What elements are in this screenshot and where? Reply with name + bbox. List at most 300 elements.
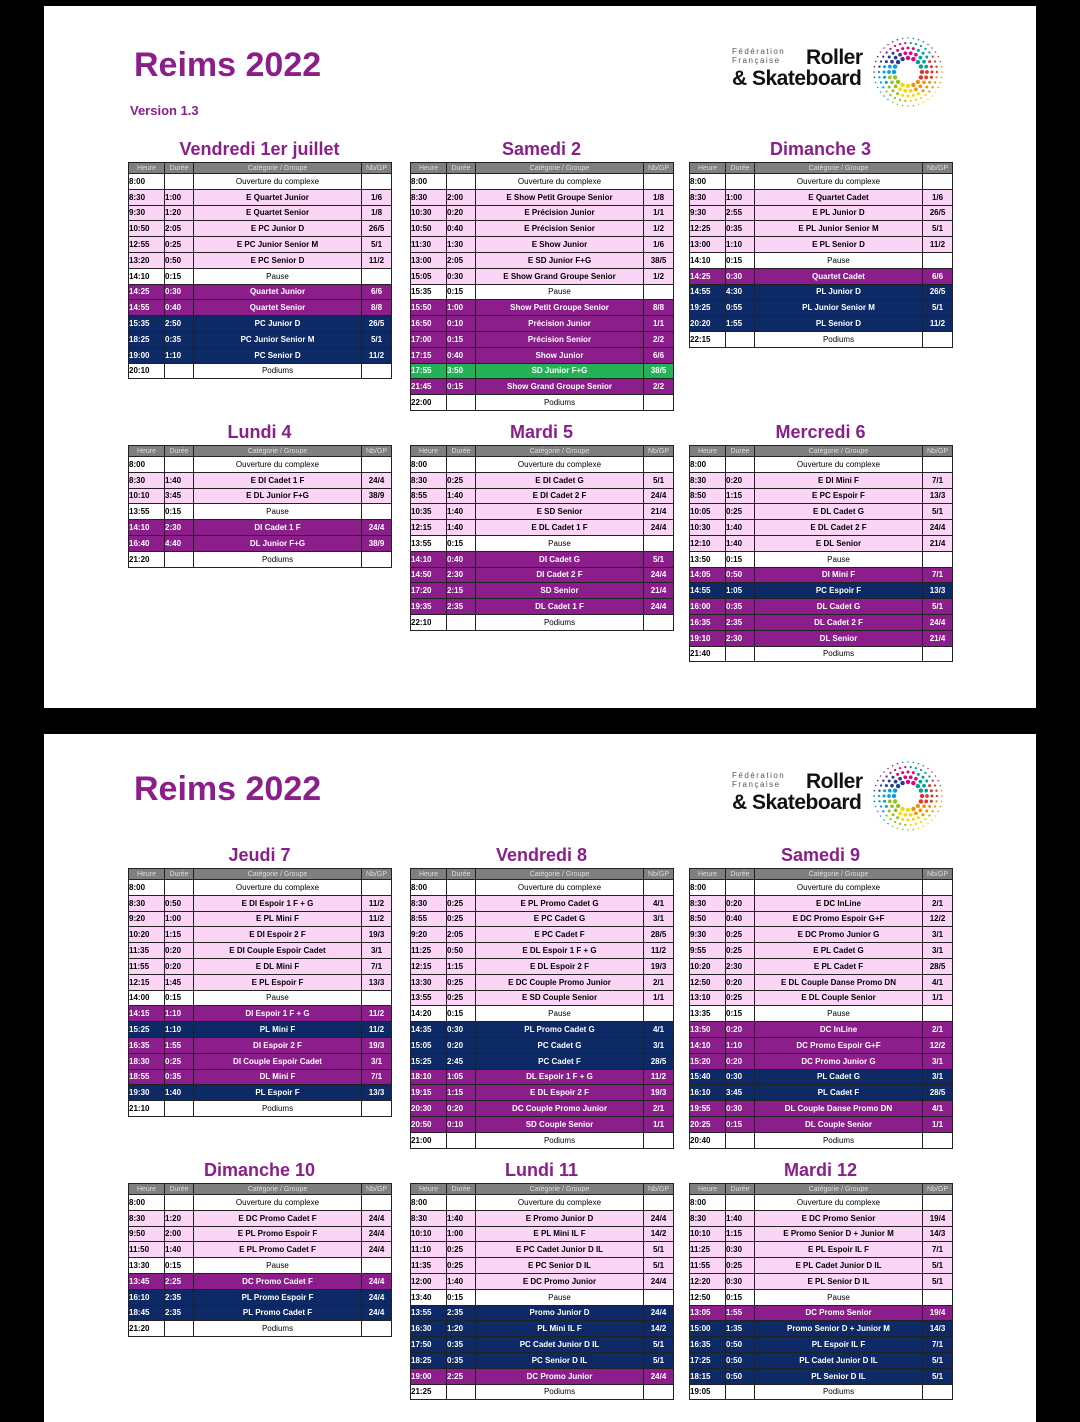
count-cell: 2/1 bbox=[923, 1022, 953, 1038]
count-cell: 21/4 bbox=[644, 504, 674, 520]
table-row bbox=[129, 347, 392, 363]
category-cell: E PL Promo Cadet F bbox=[194, 1242, 362, 1258]
count-cell: 19/3 bbox=[362, 927, 392, 943]
category-cell: PL Senior D IL bbox=[755, 1368, 923, 1384]
time-cell: 14:00 bbox=[129, 990, 165, 1006]
table-row bbox=[411, 1273, 674, 1289]
duration-cell: 0:30 bbox=[165, 284, 194, 300]
time-cell: 12:55 bbox=[129, 237, 165, 253]
table-row bbox=[129, 1305, 392, 1321]
time-cell: 17:25 bbox=[690, 1352, 726, 1368]
category-cell: E PL Junior D bbox=[755, 205, 923, 221]
table-header-row bbox=[129, 869, 392, 880]
category-cell: Ouverture du complexe bbox=[194, 1195, 362, 1211]
count-cell: 5/1 bbox=[923, 599, 953, 615]
time-cell: 8:50 bbox=[690, 911, 726, 927]
day-block bbox=[689, 1157, 952, 1400]
count-cell: 5/1 bbox=[923, 504, 953, 520]
time-cell: 19:25 bbox=[690, 300, 726, 316]
table-header-row bbox=[690, 869, 953, 880]
category-cell: DL Senior bbox=[755, 630, 923, 646]
table-row bbox=[129, 927, 392, 943]
duration-cell: 1:30 bbox=[447, 237, 476, 253]
category-cell: Ouverture du complexe bbox=[194, 457, 362, 473]
header-categorie: Catégorie / Groupe bbox=[755, 1184, 923, 1195]
time-cell: 12:20 bbox=[690, 1273, 726, 1289]
table-row bbox=[690, 520, 953, 536]
category-cell: E PL Espoir IL F bbox=[755, 1242, 923, 1258]
duration-cell: 0:20 bbox=[447, 1101, 476, 1117]
time-cell: 19:10 bbox=[690, 630, 726, 646]
duration-cell: 0:15 bbox=[165, 1258, 194, 1274]
time-cell: 8:00 bbox=[129, 174, 165, 190]
count-cell: 28/5 bbox=[923, 1085, 953, 1101]
count-cell: 5/1 bbox=[923, 1352, 953, 1368]
category-cell: Ouverture du complexe bbox=[476, 1195, 644, 1211]
category-cell: Ouverture du complexe bbox=[194, 174, 362, 190]
count-cell bbox=[362, 1321, 392, 1337]
category-cell: DL Mini F bbox=[194, 1069, 362, 1085]
time-cell: 11:10 bbox=[411, 1242, 447, 1258]
table-row bbox=[411, 1006, 674, 1022]
duration-cell: 1:15 bbox=[447, 1085, 476, 1101]
category-cell: PL Junior Senior M bbox=[755, 300, 923, 316]
time-cell: 22:15 bbox=[690, 331, 726, 347]
day-title: Mardi 5 bbox=[509, 422, 574, 442]
time-cell: 19:15 bbox=[411, 1085, 447, 1101]
category-cell: E SD Senior bbox=[476, 504, 644, 520]
time-cell: 13:55 bbox=[129, 504, 165, 520]
duration-cell: 0:15 bbox=[726, 1289, 755, 1305]
header-categorie: Catégorie / Groupe bbox=[476, 869, 644, 880]
count-cell: 24/4 bbox=[362, 1289, 392, 1305]
time-cell: 8:30 bbox=[129, 1210, 165, 1226]
time-cell: 18:25 bbox=[129, 331, 165, 347]
duration-cell: 2:35 bbox=[165, 1289, 194, 1305]
category-cell: PC Cadet G bbox=[476, 1037, 644, 1053]
count-cell: 24/4 bbox=[362, 1226, 392, 1242]
count-cell: 2/2 bbox=[644, 379, 674, 395]
version-label: Version 1.3 bbox=[130, 103, 199, 118]
category-cell: Ouverture du complexe bbox=[755, 174, 923, 190]
table-row bbox=[129, 1101, 392, 1117]
duration-cell bbox=[726, 331, 755, 347]
time-cell: 15:50 bbox=[411, 300, 447, 316]
time-cell: 8:00 bbox=[129, 1195, 165, 1211]
count-cell: 3/1 bbox=[923, 1069, 953, 1085]
table-row bbox=[129, 472, 392, 488]
duration-cell: 0:25 bbox=[726, 943, 755, 959]
category-cell: Ouverture du complexe bbox=[194, 880, 362, 896]
duration-cell: 0:25 bbox=[165, 1053, 194, 1069]
duration-cell: 1:05 bbox=[447, 1069, 476, 1085]
category-cell: E PC Cadet F bbox=[476, 927, 644, 943]
table-row bbox=[411, 268, 674, 284]
table-row bbox=[690, 895, 953, 911]
duration-cell bbox=[165, 880, 194, 896]
time-cell: 13:35 bbox=[690, 1006, 726, 1022]
count-cell: 19/3 bbox=[362, 1037, 392, 1053]
page-title: Reims 2022 bbox=[134, 46, 322, 84]
category-cell: DL Cadet 1 F bbox=[476, 599, 644, 615]
time-cell: 11:50 bbox=[129, 1242, 165, 1258]
category-cell: DL Couple Danse Promo DN bbox=[755, 1101, 923, 1117]
logo-text-roller: Roller bbox=[806, 770, 863, 793]
table-row bbox=[690, 1195, 953, 1211]
day-block bbox=[128, 1157, 391, 1337]
day-title: Samedi 2 bbox=[501, 139, 582, 159]
schedule-page-2 bbox=[44, 734, 1036, 1422]
category-cell: Podiums bbox=[194, 551, 362, 567]
time-cell: 16:10 bbox=[129, 1289, 165, 1305]
category-cell: E PC Espoir F bbox=[755, 488, 923, 504]
time-cell: 20:10 bbox=[129, 363, 165, 379]
time-cell: 14:10 bbox=[129, 268, 165, 284]
duration-cell: 0:15 bbox=[447, 379, 476, 395]
table-header-row bbox=[129, 1184, 392, 1195]
time-cell: 8:30 bbox=[690, 1210, 726, 1226]
duration-cell: 2:30 bbox=[726, 630, 755, 646]
table-row bbox=[411, 1337, 674, 1353]
header-heure: Heure bbox=[129, 869, 165, 880]
count-cell: 26/5 bbox=[923, 284, 953, 300]
count-cell: 24/4 bbox=[923, 614, 953, 630]
page-title: Reims 2022 bbox=[134, 770, 322, 808]
duration-cell: 1:20 bbox=[165, 1210, 194, 1226]
table-row bbox=[411, 504, 674, 520]
duration-cell: 1:55 bbox=[165, 1037, 194, 1053]
time-cell: 14:15 bbox=[129, 1006, 165, 1022]
time-cell: 18:25 bbox=[411, 1352, 447, 1368]
duration-cell: 0:25 bbox=[447, 911, 476, 927]
category-cell: DC Promo Junior G bbox=[755, 1053, 923, 1069]
header-categorie: Catégorie / Groupe bbox=[194, 1184, 362, 1195]
header-categorie: Catégorie / Groupe bbox=[194, 446, 362, 457]
category-cell: E DI Cadet 1 F bbox=[194, 472, 362, 488]
duration-cell: 2:45 bbox=[447, 1053, 476, 1069]
duration-cell: 0:25 bbox=[447, 1258, 476, 1274]
table-row bbox=[690, 284, 953, 300]
count-cell: 1/6 bbox=[644, 237, 674, 253]
count-cell: 6/6 bbox=[362, 284, 392, 300]
table-row bbox=[411, 599, 674, 615]
table-row bbox=[690, 567, 953, 583]
time-cell: 11:35 bbox=[129, 943, 165, 959]
table-row bbox=[411, 551, 674, 567]
duration-cell bbox=[726, 1384, 755, 1400]
time-cell: 8:30 bbox=[411, 189, 447, 205]
header-categorie: Catégorie / Groupe bbox=[194, 869, 362, 880]
time-cell: 16:50 bbox=[411, 316, 447, 332]
count-cell: 26/5 bbox=[362, 316, 392, 332]
table-row bbox=[690, 205, 953, 221]
duration-cell: 0:50 bbox=[447, 943, 476, 959]
day-block bbox=[689, 419, 952, 662]
count-cell: 24/4 bbox=[644, 520, 674, 536]
header-nb: Nb/GP bbox=[644, 869, 674, 880]
duration-cell: 0:15 bbox=[726, 1116, 755, 1132]
category-cell: Ouverture du complexe bbox=[476, 174, 644, 190]
duration-cell: 0:20 bbox=[165, 958, 194, 974]
time-cell: 8:30 bbox=[690, 895, 726, 911]
category-cell: E DL Junior F+G bbox=[194, 488, 362, 504]
time-cell: 11:25 bbox=[411, 943, 447, 959]
table-row bbox=[690, 174, 953, 190]
count-cell: 7/1 bbox=[923, 1242, 953, 1258]
time-cell: 11:30 bbox=[411, 237, 447, 253]
category-cell: E PC Cadet G bbox=[476, 911, 644, 927]
table-row bbox=[411, 943, 674, 959]
table-row bbox=[690, 958, 953, 974]
duration-cell: 1:00 bbox=[726, 189, 755, 205]
header-categorie: Catégorie / Groupe bbox=[476, 446, 644, 457]
count-cell: 21/4 bbox=[923, 535, 953, 551]
logo-text-skateboard: & Skateboard bbox=[732, 791, 862, 814]
schedule-page-1 bbox=[44, 6, 1036, 708]
category-cell: DC Promo Junior bbox=[476, 1368, 644, 1384]
count-cell: 4/1 bbox=[644, 1022, 674, 1038]
time-cell: 9:50 bbox=[129, 1226, 165, 1242]
category-cell: DI Espoir 1 F + G bbox=[194, 1006, 362, 1022]
category-cell: Podiums bbox=[194, 363, 362, 379]
table-row bbox=[690, 189, 953, 205]
duration-cell: 0:10 bbox=[447, 316, 476, 332]
count-cell bbox=[923, 880, 953, 896]
duration-cell: 0:30 bbox=[726, 268, 755, 284]
table-row bbox=[690, 990, 953, 1006]
header-heure: Heure bbox=[690, 446, 726, 457]
category-cell: E DI Couple Espoir Cadet bbox=[194, 943, 362, 959]
table-row bbox=[690, 1337, 953, 1353]
header-nb: Nb/GP bbox=[923, 1184, 953, 1195]
table-row bbox=[690, 504, 953, 520]
category-cell: E Précision Senior bbox=[476, 221, 644, 237]
count-cell: 4/1 bbox=[923, 974, 953, 990]
time-cell: 15:25 bbox=[411, 1053, 447, 1069]
duration-cell: 2:35 bbox=[726, 614, 755, 630]
duration-cell bbox=[447, 174, 476, 190]
table-row bbox=[690, 943, 953, 959]
count-cell: 7/1 bbox=[923, 1337, 953, 1353]
count-cell: 11/2 bbox=[362, 1022, 392, 1038]
time-cell: 13:50 bbox=[690, 551, 726, 567]
time-cell: 19:55 bbox=[690, 1101, 726, 1117]
duration-cell: 1:40 bbox=[447, 504, 476, 520]
duration-cell: 2:50 bbox=[165, 316, 194, 332]
table-row bbox=[411, 379, 674, 395]
count-cell bbox=[362, 457, 392, 473]
count-cell bbox=[362, 1195, 392, 1211]
table-row bbox=[411, 1053, 674, 1069]
count-cell bbox=[644, 1384, 674, 1400]
header-heure: Heure bbox=[411, 1184, 447, 1195]
duration-cell: 1:15 bbox=[165, 927, 194, 943]
time-cell: 14:25 bbox=[690, 268, 726, 284]
table-row bbox=[411, 1242, 674, 1258]
table-row bbox=[690, 1069, 953, 1085]
count-cell: 24/4 bbox=[362, 1273, 392, 1289]
table-header-row bbox=[690, 1184, 953, 1195]
time-cell: 16:35 bbox=[690, 614, 726, 630]
header-duree: Durée bbox=[447, 869, 476, 880]
header-heure: Heure bbox=[690, 869, 726, 880]
table-row bbox=[411, 331, 674, 347]
duration-cell: 1:40 bbox=[447, 1210, 476, 1226]
duration-cell: 1:10 bbox=[726, 1037, 755, 1053]
time-cell: 11:35 bbox=[411, 1258, 447, 1274]
time-cell: 8:30 bbox=[129, 472, 165, 488]
count-cell: 7/1 bbox=[362, 1069, 392, 1085]
count-cell: 12/2 bbox=[923, 1037, 953, 1053]
time-cell: 16:00 bbox=[690, 599, 726, 615]
time-cell: 16:40 bbox=[129, 535, 165, 551]
table-row bbox=[690, 1258, 953, 1274]
duration-cell: 1:10 bbox=[726, 237, 755, 253]
count-cell: 2/1 bbox=[644, 974, 674, 990]
count-cell bbox=[362, 268, 392, 284]
time-cell: 14:10 bbox=[411, 551, 447, 567]
time-cell: 18:30 bbox=[129, 1053, 165, 1069]
count-cell: 24/4 bbox=[644, 567, 674, 583]
table-row bbox=[129, 1195, 392, 1211]
category-cell: Précision Junior bbox=[476, 316, 644, 332]
category-cell: Ouverture du complexe bbox=[755, 1195, 923, 1211]
table-header-row bbox=[411, 163, 674, 174]
count-cell: 1/1 bbox=[644, 205, 674, 221]
header-nb: Nb/GP bbox=[644, 163, 674, 174]
time-cell: 14:55 bbox=[129, 300, 165, 316]
duration-cell: 2:35 bbox=[447, 1305, 476, 1321]
category-cell: Podiums bbox=[194, 1321, 362, 1337]
time-cell: 13:30 bbox=[129, 1258, 165, 1274]
time-cell: 14:10 bbox=[129, 520, 165, 536]
time-cell: 15:35 bbox=[411, 284, 447, 300]
table-row bbox=[129, 300, 392, 316]
duration-cell bbox=[447, 1195, 476, 1211]
time-cell: 15:40 bbox=[690, 1069, 726, 1085]
table-row bbox=[129, 1053, 392, 1069]
time-cell: 16:35 bbox=[690, 1337, 726, 1353]
table-row bbox=[129, 1037, 392, 1053]
table-row bbox=[690, 1037, 953, 1053]
table-row bbox=[411, 1116, 674, 1132]
category-cell: E Précision Junior bbox=[476, 205, 644, 221]
count-cell: 38/5 bbox=[644, 363, 674, 379]
sunburst-logo-icon bbox=[872, 36, 944, 108]
duration-cell: 1:00 bbox=[165, 911, 194, 927]
count-cell: 24/4 bbox=[644, 1305, 674, 1321]
table-row bbox=[690, 1101, 953, 1117]
table-row bbox=[690, 1053, 953, 1069]
time-cell: 20:40 bbox=[690, 1132, 726, 1148]
table-row bbox=[129, 1085, 392, 1101]
time-cell: 12:50 bbox=[690, 974, 726, 990]
count-cell bbox=[362, 1101, 392, 1117]
header-duree: Durée bbox=[726, 1184, 755, 1195]
category-cell: E PL Promo Espoir F bbox=[194, 1226, 362, 1242]
duration-cell: 2:30 bbox=[165, 520, 194, 536]
table-row bbox=[690, 1352, 953, 1368]
time-cell: 8:55 bbox=[411, 911, 447, 927]
table-row bbox=[411, 237, 674, 253]
category-cell: PL Espoir F bbox=[194, 1085, 362, 1101]
count-cell: 1/1 bbox=[923, 990, 953, 1006]
time-cell: 18:15 bbox=[690, 1368, 726, 1384]
header-heure: Heure bbox=[129, 446, 165, 457]
duration-cell: 1:10 bbox=[165, 1022, 194, 1038]
time-cell: 13:00 bbox=[690, 237, 726, 253]
day-title: Dimanche 3 bbox=[769, 139, 872, 159]
table-row bbox=[411, 974, 674, 990]
table-row bbox=[690, 1226, 953, 1242]
time-cell: 13:55 bbox=[411, 535, 447, 551]
table-row bbox=[690, 630, 953, 646]
duration-cell: 1:40 bbox=[165, 472, 194, 488]
category-cell: Show Junior bbox=[476, 347, 644, 363]
duration-cell: 0:15 bbox=[726, 1006, 755, 1022]
table-row bbox=[129, 457, 392, 473]
count-cell: 12/2 bbox=[923, 911, 953, 927]
category-cell: E SD Couple Senior bbox=[476, 990, 644, 1006]
table-row bbox=[129, 252, 392, 268]
category-cell: E SD Junior F+G bbox=[476, 252, 644, 268]
time-cell: 14:05 bbox=[690, 567, 726, 583]
table-row bbox=[129, 895, 392, 911]
count-cell: 5/1 bbox=[923, 1258, 953, 1274]
table-row bbox=[690, 880, 953, 896]
category-cell: E Promo Junior D bbox=[476, 1210, 644, 1226]
duration-cell: 2:30 bbox=[726, 958, 755, 974]
header-heure: Heure bbox=[411, 163, 447, 174]
duration-cell bbox=[165, 174, 194, 190]
table-row bbox=[411, 300, 674, 316]
logo-text-federation: Fédération Française bbox=[732, 771, 786, 789]
table-row bbox=[411, 457, 674, 473]
duration-cell: 0:40 bbox=[165, 300, 194, 316]
category-cell: PL Cadet Junior D IL bbox=[755, 1352, 923, 1368]
duration-cell bbox=[726, 1132, 755, 1148]
category-cell: Ouverture du complexe bbox=[476, 457, 644, 473]
category-cell: Podiums bbox=[755, 331, 923, 347]
table-row bbox=[411, 1132, 674, 1148]
day-title: Lundi 4 bbox=[227, 422, 292, 442]
duration-cell: 1:40 bbox=[165, 1242, 194, 1258]
table-row bbox=[411, 1085, 674, 1101]
category-cell: E DL Espoir 1 F + G bbox=[476, 943, 644, 959]
time-cell: 9:30 bbox=[690, 927, 726, 943]
category-cell: Pause bbox=[476, 284, 644, 300]
count-cell: 11/2 bbox=[362, 895, 392, 911]
header-heure: Heure bbox=[411, 869, 447, 880]
table-row bbox=[411, 535, 674, 551]
duration-cell: 0:20 bbox=[726, 472, 755, 488]
count-cell: 1/1 bbox=[644, 990, 674, 1006]
table-row bbox=[411, 1069, 674, 1085]
count-cell: 3/1 bbox=[644, 911, 674, 927]
category-cell: PC Junior D bbox=[194, 316, 362, 332]
table-row bbox=[690, 221, 953, 237]
count-cell: 38/5 bbox=[644, 252, 674, 268]
category-cell: Quartet Cadet bbox=[755, 268, 923, 284]
duration-cell bbox=[726, 1195, 755, 1211]
duration-cell: 3:45 bbox=[726, 1085, 755, 1101]
time-cell: 12:10 bbox=[690, 535, 726, 551]
day-block bbox=[689, 842, 952, 1149]
header-duree: Durée bbox=[447, 446, 476, 457]
count-cell: 24/4 bbox=[362, 520, 392, 536]
schedule-table bbox=[689, 445, 953, 662]
time-cell: 12:15 bbox=[129, 974, 165, 990]
